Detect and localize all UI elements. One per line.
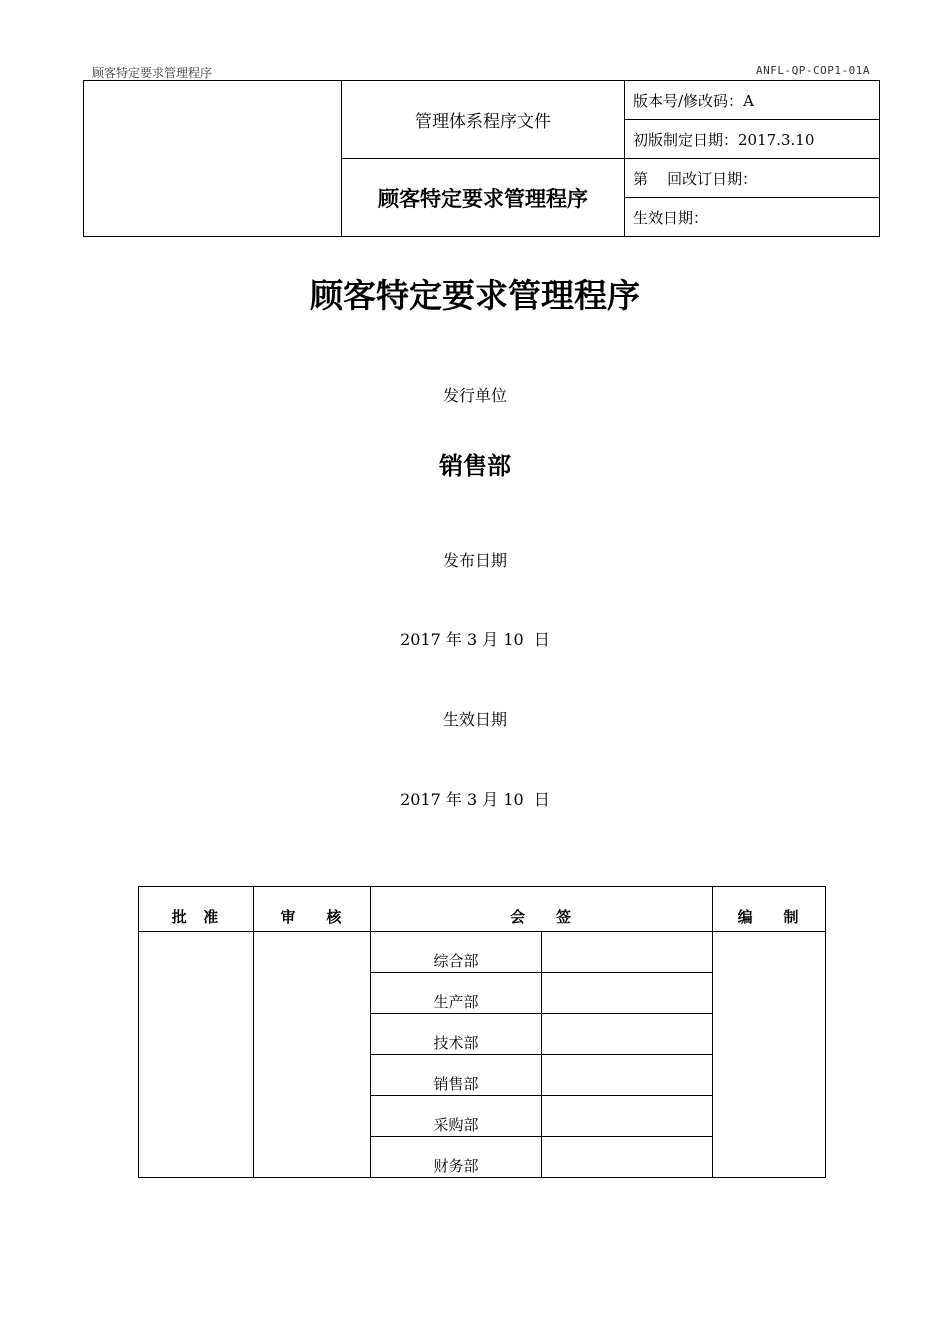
release-date-value: 2017 年 3 月 10 日 bbox=[400, 630, 550, 649]
revision-cell bbox=[625, 159, 880, 198]
countersign-header: 会 签 bbox=[371, 887, 713, 932]
department-signature-cell[interactable] bbox=[542, 1014, 713, 1055]
department-name: 财务部 bbox=[371, 1137, 542, 1178]
first-issue-label: 初版制定日期： bbox=[633, 130, 739, 149]
issuer-value: 销售部 bbox=[439, 452, 511, 480]
running-header-doc-code: ANFL-QP-COP1-01A bbox=[756, 64, 870, 77]
procedure-name: 顾客特定要求管理程序 bbox=[342, 159, 625, 237]
document-header-table bbox=[83, 80, 880, 237]
approve-signature-cell[interactable] bbox=[139, 932, 254, 1178]
revision-label: 第 回改订日期： bbox=[633, 169, 758, 188]
page-title: 顾客特定要求管理程序 bbox=[310, 276, 640, 315]
approve-header: 批 准 bbox=[139, 887, 254, 932]
version-label: 版本号/修改码： bbox=[633, 91, 744, 110]
department-name: 综合部 bbox=[371, 932, 542, 973]
department-name: 技术部 bbox=[371, 1014, 542, 1055]
department-signature-cell[interactable] bbox=[542, 932, 713, 973]
logo-area bbox=[84, 81, 342, 237]
prepare-header: 编 制 bbox=[713, 887, 826, 932]
version-value: A bbox=[743, 91, 754, 110]
department-name: 生产部 bbox=[371, 973, 542, 1014]
prepare-signature-cell[interactable] bbox=[713, 932, 826, 1178]
department-signature-cell[interactable] bbox=[542, 1137, 713, 1178]
department-signature-cell[interactable] bbox=[542, 1055, 713, 1096]
running-header-title: 顾客特定要求管理程序 bbox=[92, 66, 213, 80]
effective-date-label: 生效日期： bbox=[633, 208, 709, 227]
effective-date-cell bbox=[625, 198, 880, 237]
department-signature-cell[interactable] bbox=[542, 1096, 713, 1137]
version-cell bbox=[625, 81, 880, 120]
department-name: 采购部 bbox=[371, 1096, 542, 1137]
issuer-label: 发行单位 bbox=[442, 386, 507, 405]
review-header: 审 核 bbox=[254, 887, 371, 932]
release-date-label: 发布日期 bbox=[442, 551, 507, 570]
department-name: 销售部 bbox=[371, 1055, 542, 1096]
system-name: 管理体系程序文件 bbox=[342, 81, 625, 159]
effective-date-value: 2017 年 3 月 10 日 bbox=[400, 790, 550, 809]
running-header bbox=[84, 64, 878, 81]
review-signature-cell[interactable] bbox=[254, 932, 371, 1178]
effective-date-title: 生效日期 bbox=[442, 710, 507, 729]
first-issue-cell bbox=[625, 120, 880, 159]
department-signature-cell[interactable] bbox=[542, 973, 713, 1014]
approval-table bbox=[138, 886, 826, 1178]
first-issue-value: 2017.3.10 bbox=[738, 130, 815, 149]
